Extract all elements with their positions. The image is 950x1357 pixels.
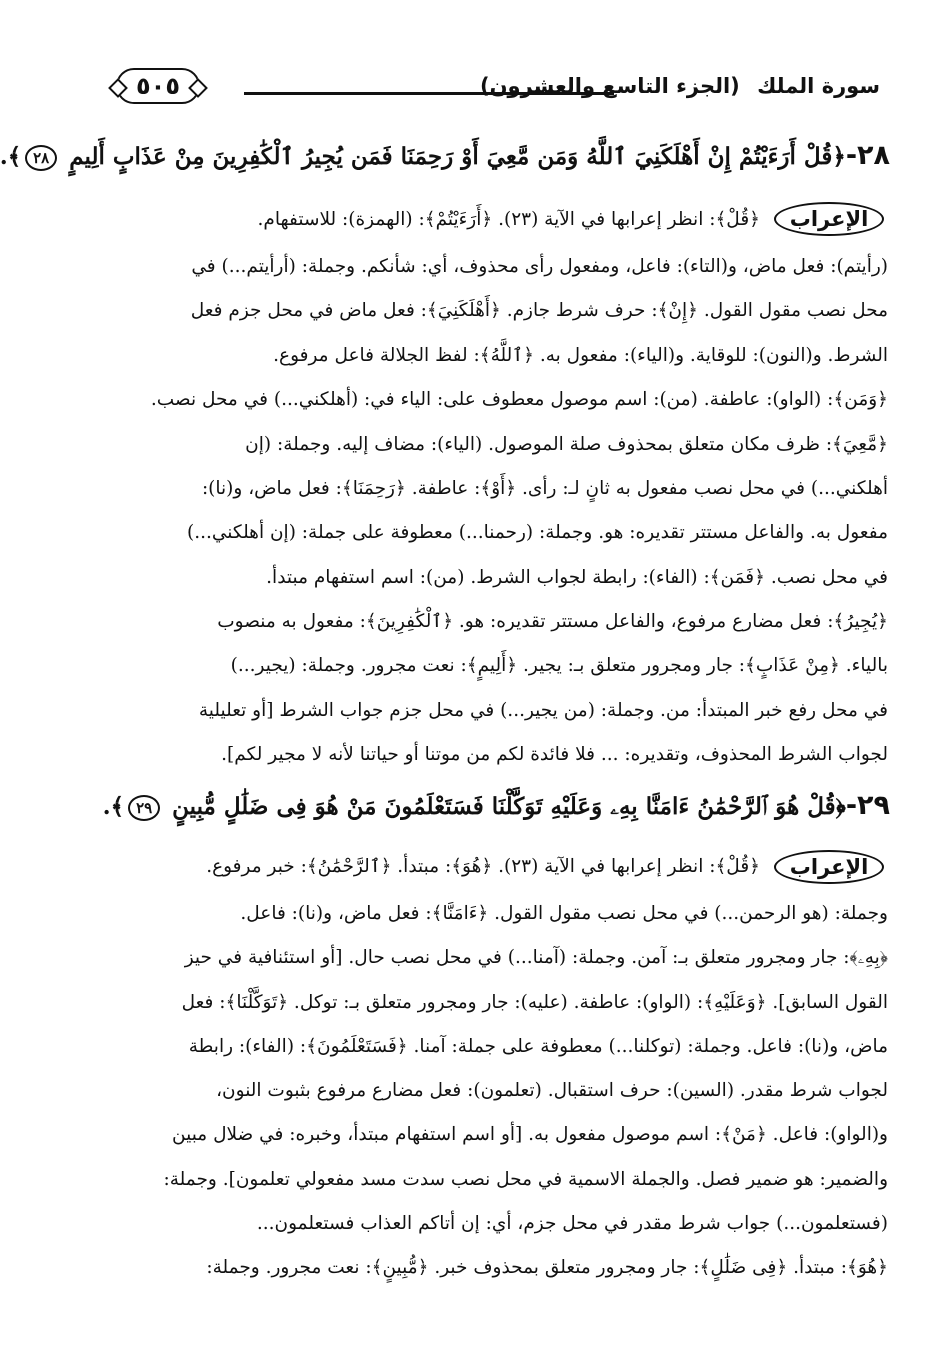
surah-name: سورة الملك (757, 74, 880, 98)
irab-line: بالياء. ﴿مِنْ عَذَابٍ﴾: جار ومجرور متعلق بـ: يجير. ﴿أَلِيمٍ﴾: نعت مجرور. وجملة: (يجير...) (230, 655, 888, 676)
verse-end-marker: ٢٨ (25, 145, 57, 171)
irab-line: (رأيتم): فعل ماض، و(التاء): فاعل، ومفعول رأى محذوف، أي: شأنكم. وجملة: (أرأيتم...) في (191, 256, 888, 277)
verse-29 (102, 790, 890, 821)
irab-line: القول السابق]. ﴿وَعَلَيْهِ﴾: (الواو): عاطفة. (عليه): جار ومجرور متعلق بـ: توكل. ﴿تَوَكَّلْنَا﴾: فعل (181, 992, 888, 1013)
irab-line: ماض، و(نا): فاعل. وجملة: (توكلنا...) معطوفة على جملة: آمنا. ﴿فَسَتَعْلَمُونَ﴾: (الفاء): رابطة (188, 1036, 888, 1057)
irab-badge: الإعراب (774, 202, 884, 236)
verse-number: ٢٩- (845, 790, 890, 821)
irab-line: مفعول به. والفاعل مستتر تقديره: هو. وجملة: (رحمنا...) معطوفة على جملة: (إن أهلكني...) (186, 522, 888, 543)
verse-close: ﴾. (102, 793, 125, 820)
verse-text: ﴿قُلْ أَرَءَيْتُمْ إِنْ أَهْلَكَنِيَ ٱللَّهُ وَمَن مَّعِيَ أَوْ رَحِمَنَا فَمَن يُجِيرُ ٱلْكَٰفِرِينَ مِنْ عَذَابٍ أَلِيمٍ (69, 143, 846, 170)
verse-text: ﴿قُلْ هُوَ ٱلرَّحْمَٰنُ ءَامَنَّا بِهِۦ وَعَلَيْهِ تَوَكَّلْنَا فَسَتَعْلَمُونَ مَنْ هُوَ فِى ضَلَٰلٍ مُّبِينٍ (172, 793, 846, 820)
irab-line: الشرط. و(النون): للوقاية. و(الياء): مفعول به. ﴿ٱللَّهُ﴾: لفظ الجلالة فاعل مرفوع. (273, 345, 888, 366)
part-name: (الجزء التاسع والعشرون) (480, 74, 740, 98)
irab-line: و(الواو): فاعل. ﴿مَنْ﴾: اسم موصول مفعول به. [أو اسم استفهام مبتدأ، وخبره: في ضلال مبين (172, 1124, 888, 1145)
verse-end-marker: ٢٩ (128, 795, 160, 821)
irab-line: في محل نصب. ﴿فَمَن﴾: (الفاء): رابطة لجواب الشرط. (من): اسم استفهام مبتدأ. (266, 567, 888, 588)
irab-line: أهلكني...) في محل نصب مفعول به ثانٍ لـ: رأى. ﴿أَوْ﴾: عاطفة. ﴿رَحِمَنَا﴾: فعل ماض، و(نا): (201, 478, 888, 499)
irab-line: ﴿بِهِۦ﴾: جار ومجرور متعلق بـ: آمن. وجملة: (آمنا...) في محل نصب حال. [أو استئنافية في حيز (184, 947, 888, 968)
verse-close: ﴾. (0, 143, 22, 170)
irab-line: ﴿هُوَ﴾: مبتدأ. ﴿فِى ضَلَٰلٍ﴾: جار ومجرور متعلق بمحذوف خبر. ﴿مُّبِينٍ﴾: نعت مجرور. وجملة: (206, 1257, 888, 1278)
irab-badge: الإعراب (774, 850, 884, 884)
irab-line: والضمير: هو ضمير فصل. والجملة الاسمية في محل نصب سدت مسد مفعولي تعلمون]. وجملة: (163, 1169, 888, 1190)
irab-line: في محل رفع خبر المبتدأ: من. وجملة: (من يجير...) في محل جزم جواب الشرط [أو تعليلية (198, 700, 888, 721)
irab-line: ﴿قُلْ﴾: انظر إعرابها في الآية (٢٣). ﴿هُوَ﴾: مبتدأ. ﴿ٱلرَّحْمَٰنُ﴾: خبر مرفوع. (206, 856, 760, 877)
irab-line: (فستعلمون...) جواب شرط مقدر في محل جزم، أي: إن أتاكم العذاب فستعلمون... (256, 1213, 888, 1234)
page-number: ٥٠٥ (116, 68, 200, 104)
irab-line: لجواب شرط مقدر. (السين): حرف استقبال. (تعلمون): فعل مضارع مرفوع بثبوت النون، (216, 1080, 888, 1101)
verse-number: ٢٨- (845, 140, 890, 171)
irab-line: ﴿مَّعِيَ﴾: ظرف مكان متعلق بمحذوف صلة الموصول. (الياء): مضاف إليه. وجملة: (إن (245, 434, 888, 455)
running-title (480, 74, 880, 98)
irab-line: ﴿وَمَن﴾: (الواو): عاطفة. (من): اسم موصول معطوف على: الياء في: (أهلكني...) في محل نصب. (150, 389, 888, 410)
verse-28 (0, 140, 890, 171)
irab-line: محل نصب مقول القول. ﴿إِنْ﴾: حرف شرط جازم. ﴿أَهْلَكَنِيَ﴾: فعل ماض في محل جزم فعل (190, 300, 888, 321)
irab-line: ﴿يُجِيرُ﴾: فعل مضارع مرفوع، والفاعل مستتر تقديره: هو. ﴿ٱلْكَٰفِرِينَ﴾: مفعول به منصوب (217, 611, 888, 632)
page-header (116, 62, 880, 122)
irab-line: وجملة: (هو الرحمن...) في محل نصب مقول القول. ﴿ءَامَنَّا﴾: فعل ماض، و(نا): فاعل. (240, 903, 888, 924)
irab-line: لجواب الشرط المحذوف، وتقديره: ... فلا فائدة لكم من موتنا أو حياتنا لأنه لا مجير لكم]. (221, 744, 888, 765)
irab-line: ﴿قُلْ﴾: انظر إعرابها في الآية (٢٣). ﴿أَرَءَيْتُمْ﴾: (الهمزة): للاستفهام. (257, 209, 760, 230)
